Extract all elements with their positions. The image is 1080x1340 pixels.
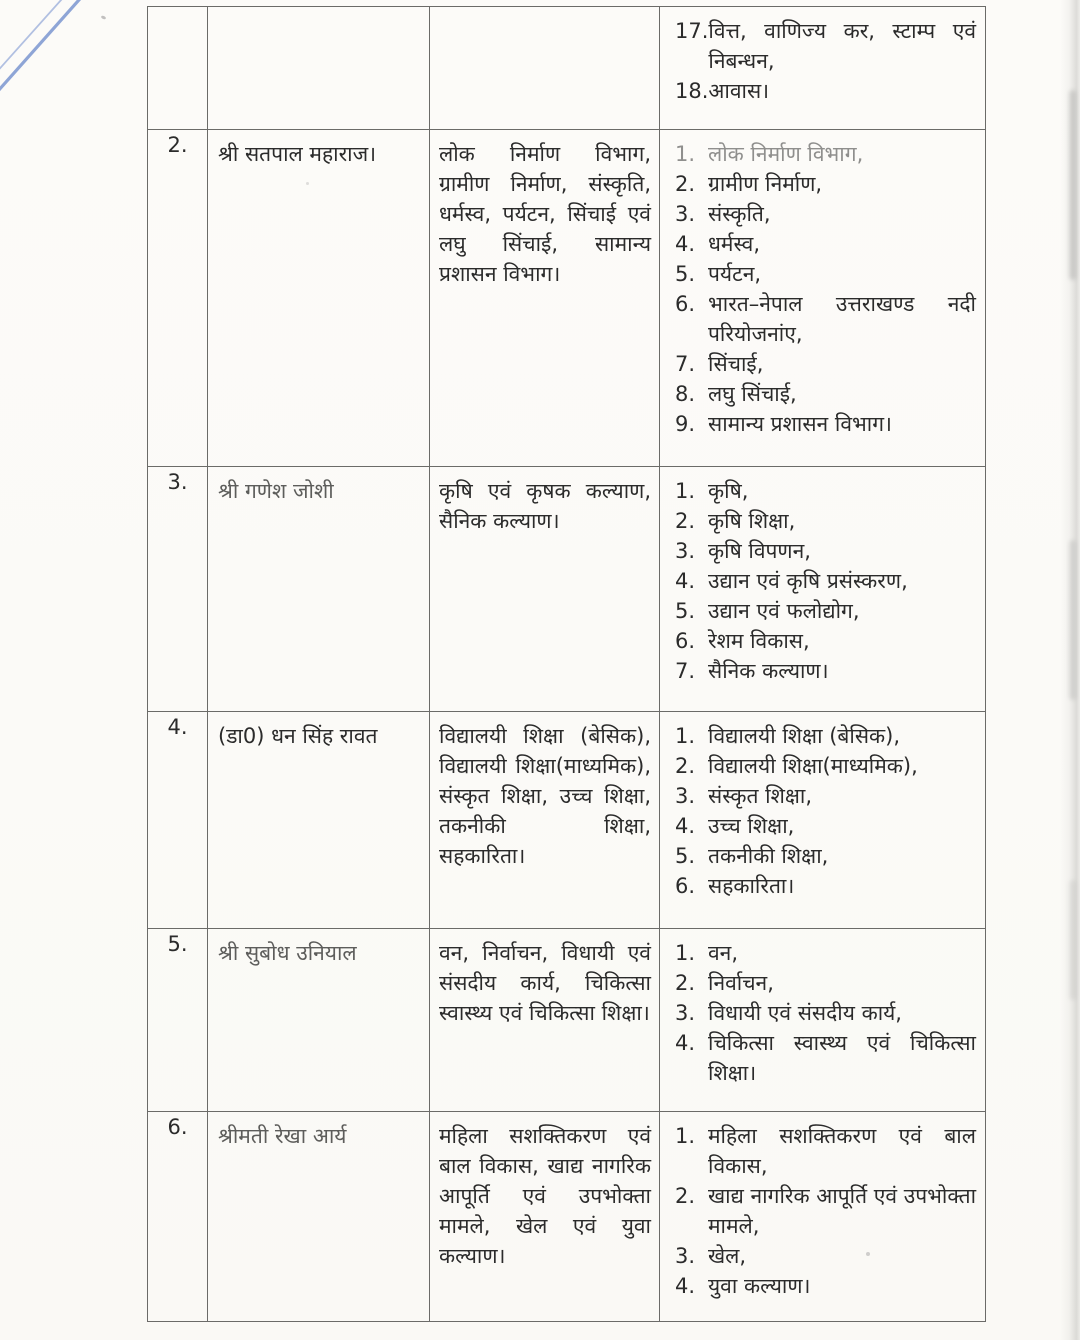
- item-number: 7.: [675, 352, 696, 376]
- departments-list-cell: [660, 1112, 986, 1322]
- departments-summary: वन, निर्वाचन, विधायी एवं संसदीय कार्य, चिकित्सा स्वास्थ्य एवं चिकित्सा शिक्षा।: [439, 941, 651, 1025]
- item-text: पर्यटन,: [708, 262, 762, 286]
- item-text: सामान्य प्रशासन विभाग।: [708, 412, 892, 436]
- minister-name-cell: [208, 130, 430, 467]
- item-text: सिंचाई,: [708, 352, 764, 376]
- departments-summary: महिला सशक्तिकरण एवं बाल विकास, खाद्य नागरिक आपूर्ति एवं उपभोक्ता मामले, खेल एवं युवा कल्याण।: [439, 1124, 651, 1268]
- item-number: 5.: [675, 844, 696, 868]
- item-text: विधायी एवं संसदीय कार्य,: [708, 1001, 902, 1025]
- serial-cell: 3.: [148, 467, 208, 712]
- serial-cell: 4.: [148, 712, 208, 929]
- portfolio-item: [675, 409, 979, 439]
- item-number: 2.: [675, 971, 696, 995]
- item-number: 4.: [675, 232, 696, 256]
- item-text: विद्यालयी शिक्षा(माध्यमिक),: [708, 754, 918, 778]
- portfolio-item: [675, 871, 979, 901]
- item-number: 3.: [675, 1001, 696, 1025]
- item-number: 3.: [675, 539, 696, 563]
- item-number: 17.: [675, 19, 709, 43]
- departments-summary-cell: [430, 1112, 660, 1322]
- item-number: 3.: [675, 202, 696, 226]
- item-number: 6.: [675, 629, 696, 653]
- departments-list-cell: [660, 929, 986, 1112]
- departments-summary-cell: [430, 7, 660, 130]
- portfolio-item: [675, 229, 979, 259]
- item-number: 9.: [675, 412, 696, 436]
- minister-name: श्री सतपाल महाराज।: [218, 142, 377, 166]
- portfolio-item: [675, 841, 979, 871]
- table-row: [148, 712, 986, 929]
- scan-edge-shadow: [1069, 880, 1076, 1000]
- portfolio-item: [675, 566, 979, 596]
- serial-cell: 5.: [148, 929, 208, 1112]
- item-text: उच्च शिक्षा,: [708, 814, 795, 838]
- item-text: वन,: [708, 941, 739, 965]
- departments-list: [660, 929, 985, 1088]
- departments-list: [660, 130, 985, 439]
- item-number: 4.: [675, 1031, 696, 1055]
- item-text: आवास।: [708, 79, 770, 103]
- table-row: [148, 1112, 986, 1322]
- scan-edge-shadow: [1069, 540, 1076, 700]
- portfolio-item: [675, 596, 979, 626]
- departments-summary: [430, 7, 659, 16]
- item-number: 4.: [675, 569, 696, 593]
- portfolio-item: [675, 781, 979, 811]
- item-text: सहकारिता।: [708, 874, 795, 898]
- item-text: रेशम विकास,: [708, 629, 810, 653]
- departments-summary: कृषि एवं कृषक कल्याण, सैनिक कल्याण।: [439, 479, 651, 533]
- portfolio-item: [675, 656, 979, 686]
- item-text: विद्यालयी शिक्षा (बेसिक),: [708, 724, 901, 748]
- minister-name: श्री गणेश जोशी: [218, 479, 334, 503]
- item-text: चिकित्सा स्वास्थ्य एवं चिकित्सा शिक्षा।: [708, 1031, 976, 1085]
- departments-summary: लोक निर्माण विभाग, ग्रामीण निर्माण, संस्कृति, धर्मस्व, पर्यटन, सिंचाई एवं लघु सिंचाई, सामान्य प्रशासन विभाग।: [439, 142, 651, 286]
- portfolio-item: [675, 968, 979, 998]
- serial-cell: [148, 7, 208, 130]
- serial-cell: 2.: [148, 130, 208, 467]
- departments-list-cell: [660, 7, 986, 130]
- portfolio-item: [675, 811, 979, 841]
- item-number: 8.: [675, 382, 696, 406]
- departments-summary-cell: [430, 712, 660, 929]
- item-text: खेल,: [708, 1244, 747, 1268]
- item-text: तकनीकी शिक्षा,: [708, 844, 829, 868]
- item-text: धर्मस्व,: [708, 232, 760, 256]
- item-text: लघु सिंचाई,: [708, 382, 797, 406]
- table-row: [148, 7, 986, 130]
- item-text: वित्त, वाणिज्य कर, स्टाम्प एवं निबन्धन,: [708, 19, 976, 73]
- portfolio-item: [675, 259, 979, 289]
- departments-summary-cell: [430, 130, 660, 467]
- departments-list: [660, 1112, 985, 1301]
- item-text: उद्यान एवं कृषि प्रसंस्करण,: [708, 569, 908, 593]
- minister-name: (डा0) धन सिंह रावत: [218, 724, 378, 748]
- item-number: 5.: [675, 262, 696, 286]
- portfolio-item: [675, 938, 979, 968]
- portfolio-item: [675, 349, 979, 379]
- item-number: 2.: [675, 1184, 696, 1208]
- table-row: [148, 929, 986, 1112]
- minister-name-cell: [208, 467, 430, 712]
- item-number: 1.: [675, 1124, 696, 1148]
- item-number: 1.: [675, 479, 696, 503]
- portfolio-item: [675, 379, 979, 409]
- minister-name-cell: [208, 1112, 430, 1322]
- item-number: 5.: [675, 599, 696, 623]
- item-number: 1.: [675, 724, 696, 748]
- item-number: 1.: [675, 941, 696, 965]
- departments-list: [660, 467, 985, 686]
- minister-name-cell: [208, 7, 430, 130]
- departments-list-cell: [660, 467, 986, 712]
- item-number: 4.: [675, 1274, 696, 1298]
- item-text: संस्कृत शिक्षा,: [708, 784, 813, 808]
- item-text: ग्रामीण निर्माण,: [708, 172, 823, 196]
- portfolio-item: [675, 536, 979, 566]
- table-row: [148, 467, 986, 712]
- item-number: 2.: [675, 754, 696, 778]
- portfolio-item: [675, 1241, 979, 1271]
- item-number: 2.: [675, 172, 696, 196]
- scan-edge-shadow: [1069, 90, 1076, 280]
- minister-name: श्रीमती रेखा आर्य: [218, 1124, 347, 1148]
- minister-name: [208, 7, 429, 16]
- portfolio-item: [675, 1028, 979, 1088]
- item-number: 2.: [675, 509, 696, 533]
- portfolio-item: [675, 169, 979, 199]
- item-text: खाद्य नागरिक आपूर्ति एवं उपभोक्ता मामले,: [708, 1184, 977, 1238]
- portfolio-item: [675, 139, 979, 169]
- departments-summary: विद्यालयी शिक्षा (बेसिक), विद्यालयी शिक्षा(माध्यमिक), संस्कृत शिक्षा, उच्च शिक्षा, तकनीकी शिक्षा, सहकारिता।: [439, 724, 651, 868]
- item-number: 3.: [675, 1244, 696, 1268]
- item-text: महिला सशक्तिकरण एवं बाल विकास,: [708, 1124, 976, 1178]
- departments-list: [660, 712, 985, 901]
- portfolio-item: [675, 626, 979, 656]
- item-number: 3.: [675, 784, 696, 808]
- minister-name-cell: [208, 929, 430, 1112]
- minister-name: श्री सुबोध उनियाल: [218, 941, 357, 965]
- portfolio-item: [675, 506, 979, 536]
- table-row: [148, 130, 986, 467]
- ministers-portfolio-table: [147, 6, 986, 1322]
- item-text: कृषि,: [708, 479, 749, 503]
- item-text: निर्वाचन,: [708, 971, 774, 995]
- portfolio-item: [675, 721, 979, 751]
- portfolio-item: [675, 16, 979, 76]
- item-number: 18.: [675, 79, 709, 103]
- item-text: लोक निर्माण विभाग,: [708, 142, 864, 166]
- item-text: कृषि शिक्षा,: [708, 509, 796, 533]
- item-number: 6.: [675, 874, 696, 898]
- portfolio-item: [675, 1181, 979, 1241]
- departments-summary-cell: [430, 467, 660, 712]
- portfolio-item: [675, 1271, 979, 1301]
- item-text: युवा कल्याण।: [708, 1274, 811, 1298]
- portfolio-item: [675, 751, 979, 781]
- portfolio-item: [675, 289, 979, 349]
- item-text: कृषि विपणन,: [708, 539, 811, 563]
- portfolio-item: [675, 199, 979, 229]
- departments-list-cell: [660, 130, 986, 467]
- item-number: 4.: [675, 814, 696, 838]
- item-text: भारत–नेपाल उत्तराखण्ड नदी परियोजनांए,: [708, 292, 976, 346]
- serial-cell: 6.: [148, 1112, 208, 1322]
- item-text: उद्यान एवं फलोद्योग,: [708, 599, 860, 623]
- item-text: सैनिक कल्याण।: [708, 659, 829, 683]
- minister-name-cell: [208, 712, 430, 929]
- portfolio-item: [675, 76, 979, 106]
- portfolio-item: [675, 998, 979, 1028]
- item-number: 7.: [675, 659, 696, 683]
- portfolio-item: [675, 1121, 979, 1181]
- departments-summary-cell: [430, 929, 660, 1112]
- departments-list: [660, 7, 985, 106]
- departments-list-cell: [660, 712, 986, 929]
- item-text: संस्कृति,: [708, 202, 771, 226]
- item-number: 1.: [675, 142, 696, 166]
- item-number: 6.: [675, 292, 696, 316]
- portfolio-item: [675, 476, 979, 506]
